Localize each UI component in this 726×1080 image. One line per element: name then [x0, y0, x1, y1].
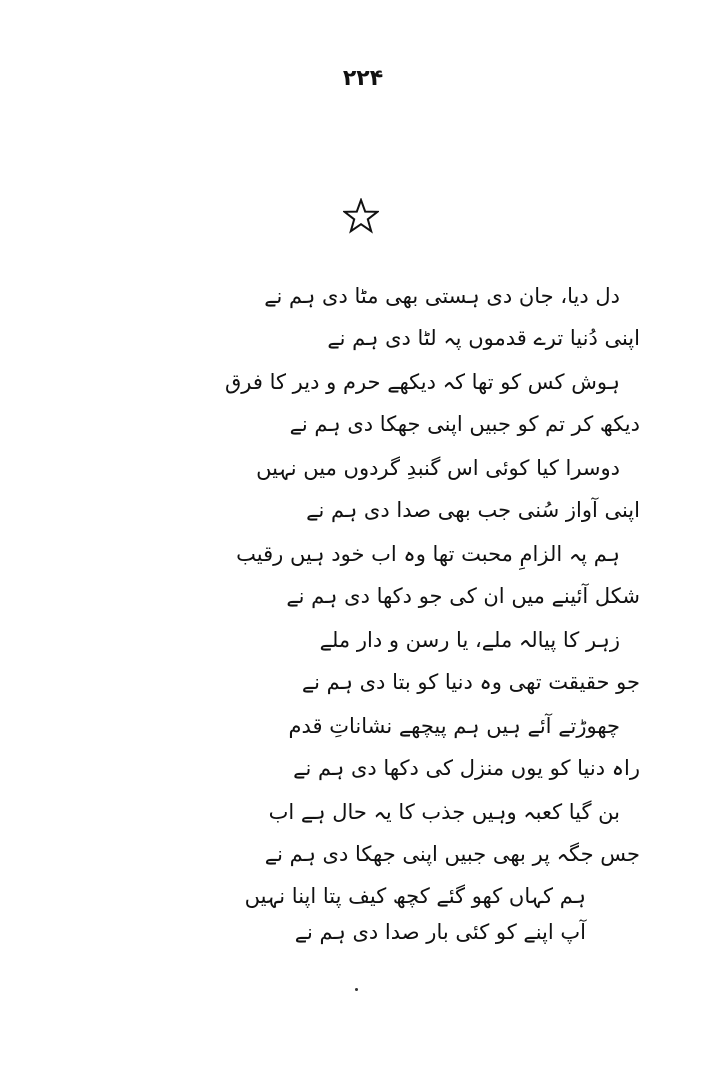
print-speck	[355, 988, 358, 991]
poem-line: ہم کہاں کھو گئے کچھ کیف پتا اپنا نہیں	[244, 884, 586, 908]
poem-line: دیکھ کر تم کو جبیں اپنی جھکا دی ہم نے	[289, 412, 640, 436]
poem-line: اپنی دُنیا ترے قدموں پہ لٹا دی ہم نے	[327, 326, 640, 350]
poem-line: بن گیا کعبہ وہیں جذب کا یہ حال ہے اب	[268, 800, 620, 824]
poem-line: زہر کا پیالہ ملے، یا رسن و دار ملے	[319, 628, 620, 652]
poem-line: ہم پہ الزامِ محبت تھا وہ اب خود ہیں رقیب	[236, 542, 620, 566]
poem-line: چھوڑتے آئے ہیں ہم پیچھے نشاناتِ قدم	[288, 714, 620, 738]
poem-line: شکل آئینے میں ان کی جو دکھا دی ہم نے	[286, 584, 640, 608]
poem-line: ہوش کس کو تھا کہ دیکھے حرم و دیر کا فرق	[225, 370, 620, 394]
star-outline-icon	[343, 198, 379, 234]
poem-line: دل دیا، جان دی ہستی بھی مٹا دی ہم نے	[264, 284, 620, 308]
page-number: ۲۲۴	[342, 66, 384, 91]
poem-line: جس جگہ پر بھی جبیں اپنی جھکا دی ہم نے	[264, 842, 640, 866]
poem-line: جو حقیقت تھی وہ دنیا کو بتا دی ہم نے	[301, 670, 640, 694]
poem-line: راہ دنیا کو یوں منزل کی دکھا دی ہم نے	[293, 756, 640, 780]
poem-line: دوسرا کیا کوئی اس گنبدِ گردوں میں نہیں	[256, 456, 620, 480]
poem-line: اپنی آواز سُنی جب بھی صدا دی ہم نے	[306, 498, 640, 522]
poem-line: آپ اپنے کو کئی بار صدا دی ہم نے	[294, 920, 586, 944]
poem	[0, 268, 726, 944]
